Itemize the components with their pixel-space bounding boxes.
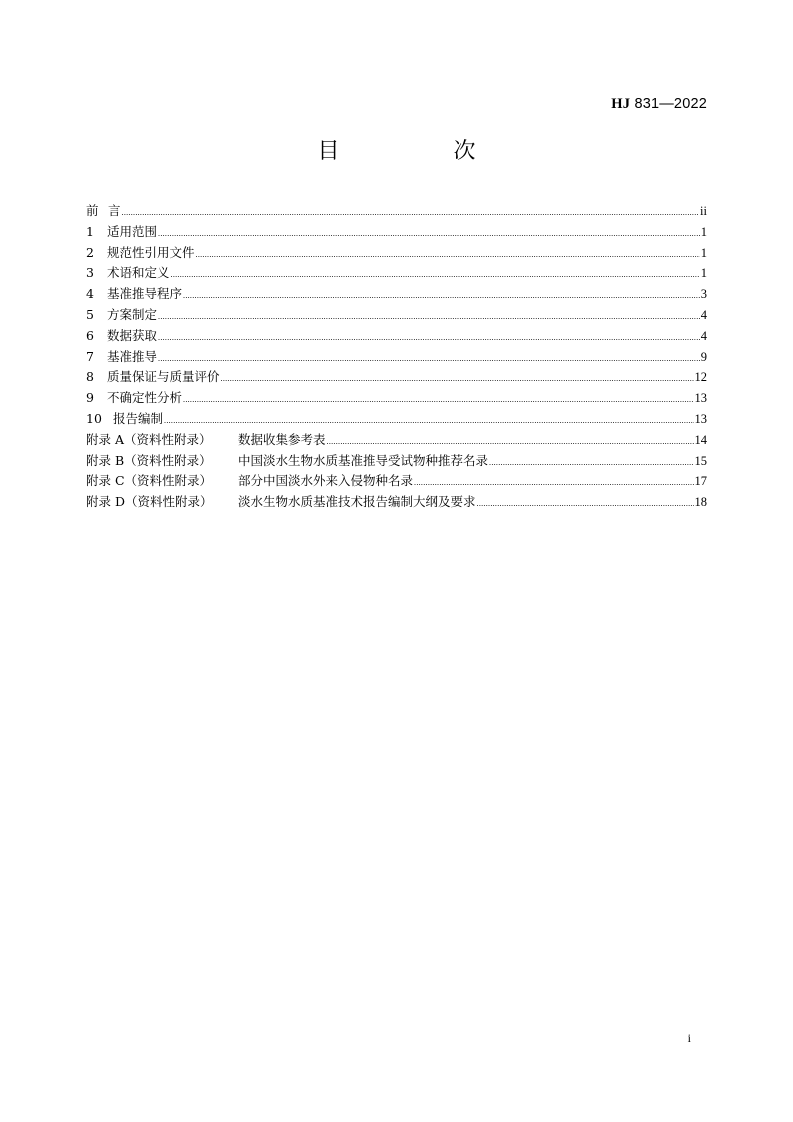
toc-entry-label: 术语和定义 bbox=[107, 265, 170, 281]
toc-leader-dots bbox=[164, 411, 693, 432]
toc-entry-page: 14 bbox=[694, 432, 707, 447]
toc-leader-dots bbox=[183, 390, 693, 411]
toc-leader-dots bbox=[158, 349, 700, 370]
standard-number: 831—2022 bbox=[634, 96, 707, 112]
toc-entry-page: 1 bbox=[700, 266, 707, 281]
toc-entry-number: 附录 A（资料性附录） bbox=[86, 431, 212, 447]
toc-entry-number: 8 bbox=[86, 369, 94, 385]
toc-entry[interactable] bbox=[86, 243, 707, 264]
toc-entry-page: ii bbox=[700, 204, 707, 218]
table-of-contents bbox=[86, 201, 707, 513]
toc-entry-label: 淡水生物水质基准技术报告编制大纲及要求 bbox=[238, 494, 476, 510]
toc-entry[interactable] bbox=[86, 284, 707, 305]
toc-entry[interactable] bbox=[86, 367, 707, 388]
standard-code bbox=[611, 96, 707, 113]
toc-leader-dots bbox=[122, 203, 700, 224]
toc-entry-label: 中国淡水生物水质基准推导受试物种推荐名录 bbox=[238, 452, 489, 468]
toc-title: 目 次 bbox=[317, 139, 522, 164]
toc-entry-page: 4 bbox=[700, 307, 707, 322]
toc-entry-label: 适用范围 bbox=[107, 223, 158, 239]
toc-entry[interactable] bbox=[86, 430, 707, 451]
toc-entry-page: 12 bbox=[694, 370, 707, 385]
toc-entry-page: 13 bbox=[694, 391, 707, 406]
toc-entry-number: 1 bbox=[86, 223, 94, 239]
toc-entry-page: 1 bbox=[700, 224, 707, 239]
toc-entry-page: 4 bbox=[700, 328, 707, 343]
toc-entry-number: 前 bbox=[86, 203, 99, 218]
toc-entry-number: 附录 B（资料性附录） bbox=[86, 452, 212, 468]
toc-entry-page: 1 bbox=[700, 245, 707, 260]
toc-entry[interactable] bbox=[86, 201, 707, 222]
toc-entry-number: 9 bbox=[86, 390, 94, 406]
toc-entry-number: 7 bbox=[86, 348, 94, 364]
toc-entry[interactable] bbox=[86, 222, 707, 243]
toc-leader-dots bbox=[221, 369, 694, 390]
toc-entry-label: 质量保证与质量评价 bbox=[107, 369, 220, 385]
toc-entry[interactable] bbox=[86, 471, 707, 492]
toc-leader-dots bbox=[489, 453, 693, 474]
toc-entry[interactable] bbox=[86, 263, 707, 284]
toc-entry-label: 言 bbox=[108, 203, 121, 218]
toc-entry-label: 方案制定 bbox=[107, 306, 158, 322]
toc-leader-dots bbox=[477, 494, 694, 515]
page-number: i bbox=[687, 1031, 691, 1045]
toc-entry-page: 3 bbox=[700, 287, 707, 302]
toc-leader-dots bbox=[158, 224, 700, 245]
toc-entry-page: 15 bbox=[694, 453, 707, 468]
toc-entry[interactable] bbox=[86, 451, 707, 472]
toc-leader-dots bbox=[171, 265, 700, 286]
toc-entry-label: 数据获取 bbox=[107, 327, 158, 343]
toc-entry-number: 附录 D（资料性附录） bbox=[86, 494, 213, 510]
toc-leader-dots bbox=[414, 473, 693, 494]
toc-entry-number: 6 bbox=[86, 327, 94, 343]
toc-entry[interactable] bbox=[86, 305, 707, 326]
toc-entry-page: 17 bbox=[694, 474, 707, 489]
toc-entry[interactable] bbox=[86, 409, 707, 430]
toc-entry[interactable] bbox=[86, 388, 707, 409]
toc-entry-label: 数据收集参考表 bbox=[238, 431, 326, 447]
toc-entry-label: 不确定性分析 bbox=[107, 390, 183, 406]
toc-entry-label: 报告编制 bbox=[113, 410, 164, 426]
toc-entry[interactable] bbox=[86, 492, 707, 513]
toc-entry[interactable] bbox=[86, 326, 707, 347]
toc-entry[interactable] bbox=[86, 347, 707, 368]
toc-entry-number: 4 bbox=[86, 286, 94, 302]
toc-leader-dots bbox=[158, 328, 700, 349]
toc-entry-page: 18 bbox=[694, 495, 707, 510]
toc-entry-number: 2 bbox=[86, 244, 94, 260]
toc-entry-number: 10 bbox=[86, 410, 102, 426]
toc-entry-page: 9 bbox=[700, 349, 707, 364]
toc-entry-label: 基准推导 bbox=[107, 348, 158, 364]
toc-entry-label: 规范性引用文件 bbox=[107, 244, 195, 260]
toc-leader-dots bbox=[158, 307, 700, 328]
toc-entry-page: 13 bbox=[694, 411, 707, 426]
toc-entry-label: 基准推导程序 bbox=[107, 286, 183, 302]
toc-entry-number: 5 bbox=[86, 306, 94, 322]
standard-prefix: HJ bbox=[611, 96, 631, 112]
toc-leader-dots bbox=[327, 432, 694, 453]
toc-leader-dots bbox=[183, 286, 700, 307]
toc-entry-label: 部分中国淡水外来入侵物种名录 bbox=[238, 473, 414, 489]
toc-entry-number: 3 bbox=[86, 265, 94, 281]
toc-leader-dots bbox=[196, 245, 700, 266]
toc-entry-number: 附录 C（资料性附录） bbox=[86, 473, 213, 489]
